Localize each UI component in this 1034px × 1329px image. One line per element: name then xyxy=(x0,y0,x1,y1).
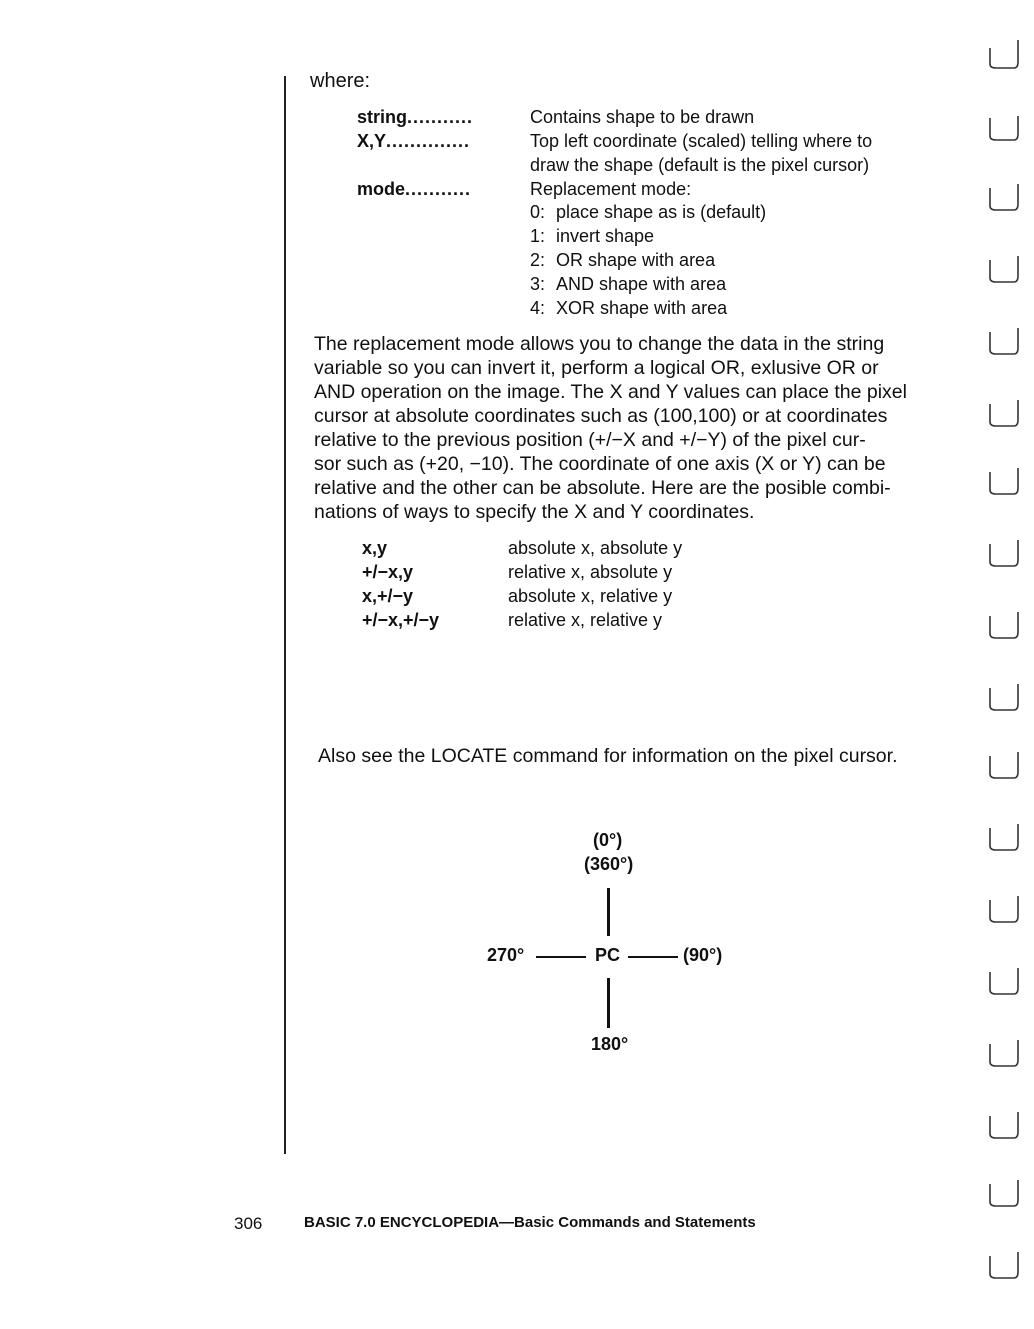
leader-dots: ........... xyxy=(407,107,474,127)
diagram-line-down xyxy=(607,978,610,1028)
combination-desc: relative x, absolute y xyxy=(508,562,673,582)
body-paragraph xyxy=(314,332,954,524)
also-see-note: Also see the LOCATE command for information on the pixel cursor. xyxy=(318,745,898,767)
diagram-line-left xyxy=(536,956,586,958)
diagram-label-left: 270° xyxy=(487,945,525,965)
mode-item: 3: AND shape with area xyxy=(530,274,727,294)
paragraph-line: AND operation on the image. The X and Y values can place the pixel xyxy=(314,381,907,403)
diagram-label-center: PC xyxy=(595,945,621,965)
combination-desc: relative x, relative y xyxy=(508,610,663,630)
margin-rule xyxy=(284,76,286,1154)
param-name: string xyxy=(357,107,408,127)
param-desc: Top left coordinate (scaled) telling where to xyxy=(530,131,873,151)
combination-form: +/−x,y xyxy=(362,562,414,582)
paragraph-line: relative and the other can be absolute. Here are the posible combi- xyxy=(314,477,891,499)
param-desc-continued: draw the shape (default is the pixel cursor) xyxy=(530,155,870,175)
param-name: X,Y xyxy=(357,131,387,151)
diagram-label-top-alt: (360°) xyxy=(584,854,634,874)
binder-holes xyxy=(984,20,1020,1320)
paragraph-line: nations of ways to specify the X and Y coordinates. xyxy=(314,501,755,523)
param-row xyxy=(357,129,527,159)
leader-dots: ........... xyxy=(405,179,472,199)
leader-dots: .............. xyxy=(386,131,471,151)
where-label: where: xyxy=(310,70,371,92)
combination-desc: absolute x, absolute y xyxy=(508,538,683,558)
diagram-label-right: (90°) xyxy=(683,945,723,965)
page-number: 306 xyxy=(234,1214,263,1233)
running-footer: BASIC 7.0 ENCYCLOPEDIA—Basic Commands and Statements xyxy=(304,1214,756,1231)
paragraph-line: cursor at absolute coordinates such as (100,100) or at coordinates xyxy=(314,405,888,427)
paragraph-line: variable so you can invert it, perform a logical OR, exlusive OR or xyxy=(314,357,879,379)
paragraph-line: The replacement mode allows you to change the data in the string xyxy=(314,333,885,355)
param-row xyxy=(357,177,527,207)
paragraph-line: relative to the previous position (+/−X and +/−Y) of the pixel cur- xyxy=(314,429,866,451)
param-desc: Replacement mode: xyxy=(530,179,692,199)
combination-form: x,+/−y xyxy=(362,586,414,606)
diagram-label-top: (0°) xyxy=(593,830,623,850)
diagram-line-right xyxy=(628,956,678,958)
paragraph-line: sor such as (+20, −10). The coordinate of one axis (X or Y) can be xyxy=(314,453,886,475)
mode-item: 2: OR shape with area xyxy=(530,250,716,270)
combination-desc: absolute x, relative y xyxy=(508,586,673,606)
mode-item: 4: XOR shape with area xyxy=(530,298,728,318)
combination-form: x,y xyxy=(362,538,388,558)
param-desc: Contains shape to be drawn xyxy=(530,107,755,127)
diagram-line-up xyxy=(607,888,610,936)
mode-item: 0: place shape as is (default) xyxy=(530,202,767,222)
mode-item: 1: invert shape xyxy=(530,226,655,246)
param-name: mode xyxy=(357,179,406,199)
diagram-label-bottom: 180° xyxy=(591,1034,629,1054)
combination-form: +/−x,+/−y xyxy=(362,610,440,630)
